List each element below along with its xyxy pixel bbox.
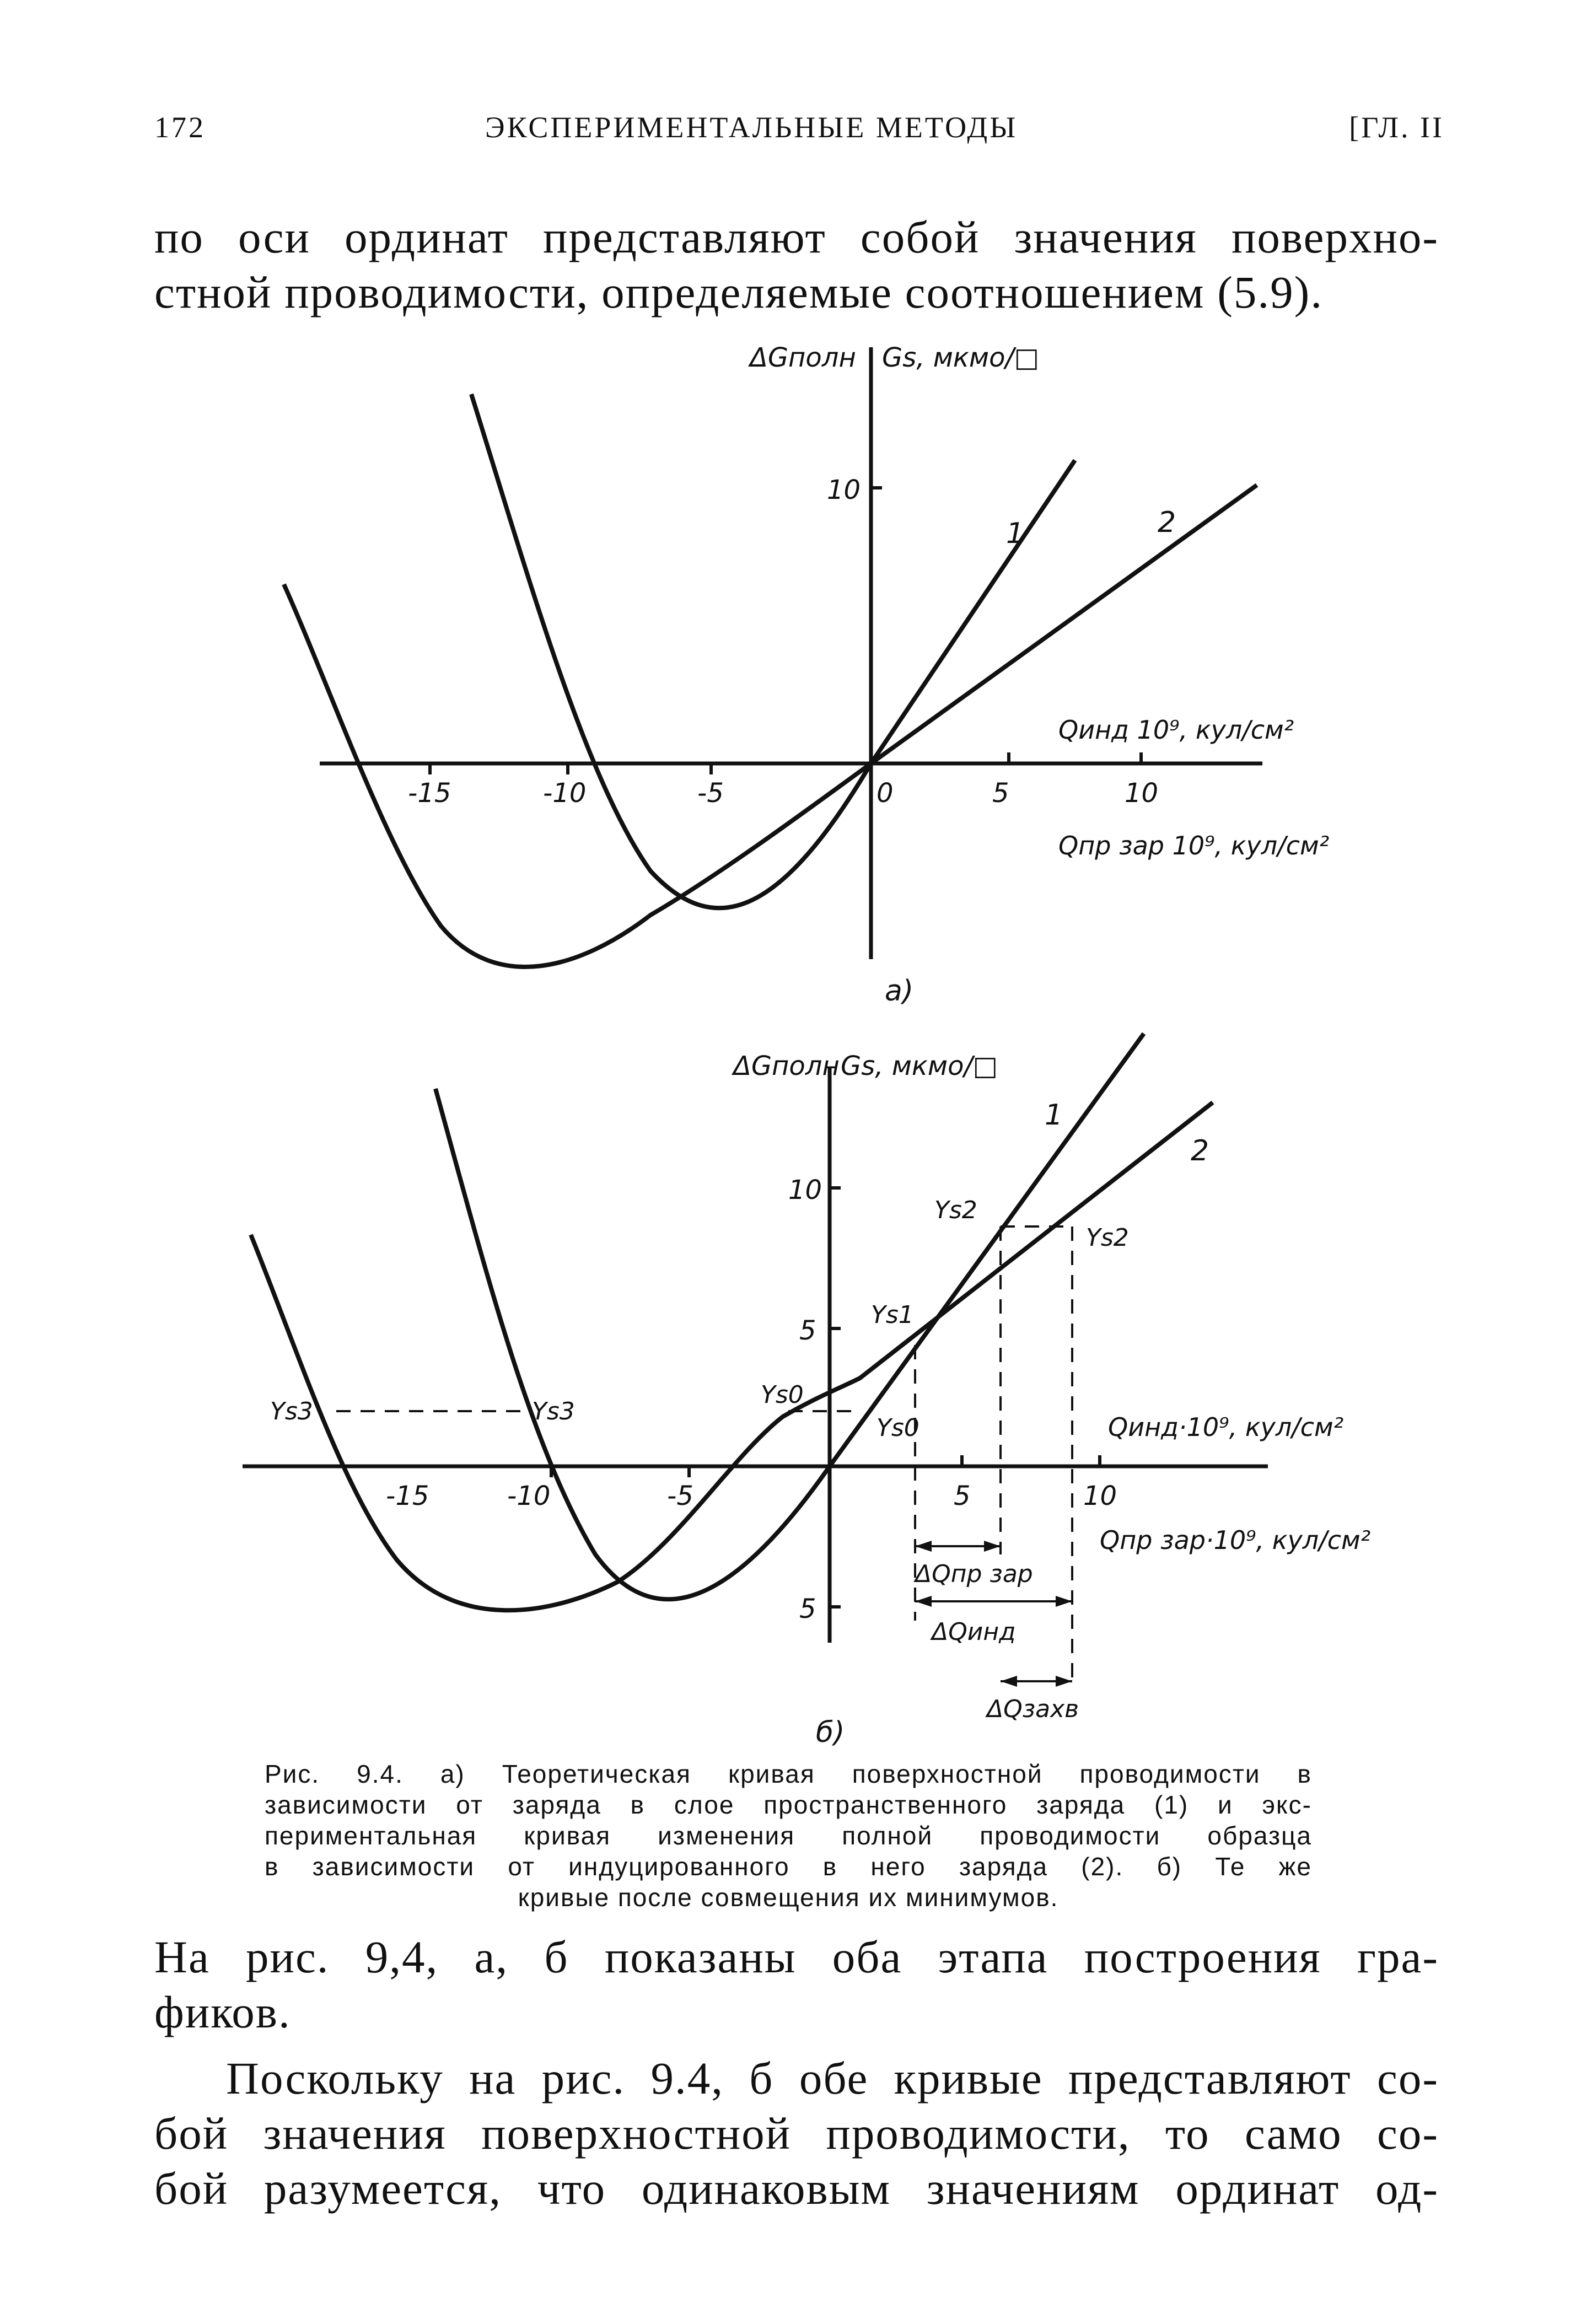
x-label-top-a: Qинд 10⁹, кул/см²: [1058, 715, 1294, 745]
text-line: по оси ординат представляют собой значения поверхно-: [154, 212, 1439, 262]
caption-line: зависимости от заряда в слое пространственного заряда (1) и экс-: [265, 1790, 1312, 1819]
y-label-left-a: ΔGполн: [750, 342, 856, 373]
curve-label-2-a: 2: [1158, 506, 1176, 539]
tick-label-x-a: 5: [992, 778, 1009, 809]
caption-line: кривые после совмещения их минимумов.: [518, 1883, 1059, 1912]
tick-label-x-b: -5: [667, 1481, 693, 1511]
paragraph-bottom-2: [154, 2051, 1439, 2216]
dq-pr-zar-label: ΔQпр зар: [915, 1560, 1033, 1588]
tick-label-x-b: 5: [954, 1481, 971, 1511]
dq-ind-label: ΔQинд: [932, 1618, 1016, 1646]
dq-zahv-label: ΔQзахв: [987, 1695, 1079, 1723]
curve-1-b: [435, 1034, 1144, 1599]
text-line: бой значения поверхностной проводимости, то само со-: [154, 2108, 1439, 2159]
text-line: стной проводимости, определяемые соотношением (5.9).: [154, 267, 1324, 318]
curve-label-1-b: 1: [1045, 1099, 1063, 1132]
ys0-label-left: Ys0: [761, 1381, 804, 1409]
panel-label-a: а): [885, 975, 914, 1008]
chapter-label: [ГЛ. II: [1349, 111, 1444, 144]
tick-label-x-a: 0: [876, 778, 894, 809]
caption-line: периментальная кривая изменения полной проводимости образца: [265, 1821, 1312, 1850]
tick-label-y-b: 5: [799, 1315, 816, 1346]
tick-label-x-a: -5: [697, 778, 724, 809]
y-label-right-a: Gs, мкмо/□: [882, 342, 1040, 373]
page-number: 172: [154, 111, 206, 144]
text-line: фиков.: [154, 1987, 291, 2037]
x-label-top-b: Qинд·10⁹, кул/см²: [1108, 1412, 1344, 1442]
panel-b: [243, 1034, 1268, 1687]
tick-label-x-a: 10: [1125, 778, 1159, 809]
figure-caption: [265, 1758, 1312, 1913]
text-line: На рис. 9,4, а, б показаны оба этапа построения гра-: [154, 1932, 1439, 1982]
text-line: Поскольку на рис. 9.4, б обе кривые представляют со-: [226, 2053, 1439, 2104]
tick-label-x-a: -10: [543, 778, 587, 809]
tick-label-x-b: 10: [1083, 1481, 1117, 1511]
tick-label-y-b: 5: [799, 1594, 816, 1624]
tick-label-x-a: -15: [408, 778, 451, 809]
ys3-label-left: Ys3: [270, 1397, 313, 1425]
ys1-label: Ys1: [871, 1301, 914, 1329]
curve-2-b: [251, 1102, 1213, 1610]
x-label-bottom-a: Qпр зар 10⁹, кул/см²: [1058, 831, 1330, 860]
caption-line: Рис. 9.4. а) Теоретическая кривая поверхностной проводимости в: [265, 1760, 1312, 1788]
ys2-label-left: Ys2: [934, 1196, 977, 1224]
panel-a: [284, 347, 1262, 967]
caption-line: в зависимости от индуцированного в него заряда (2). б) Те же: [265, 1852, 1312, 1881]
text-line: бой разумеется, что одинаковым значениям ординат од-: [154, 2163, 1439, 2214]
tick-label-x-b: -10: [507, 1481, 551, 1511]
ys2-label-right: Ys2: [1086, 1224, 1129, 1252]
paragraph-bottom-1: [154, 1929, 1439, 2040]
tick-label-x-b: -15: [386, 1481, 429, 1511]
tick-label-y-b: 10: [788, 1175, 822, 1206]
curve-label-1-a: 1: [1006, 517, 1025, 550]
curve-label-2-b: 2: [1191, 1134, 1209, 1168]
x-label-bottom-b: Qпр зар·10⁹, кул/см²: [1100, 1525, 1371, 1555]
y-label-left-b: ΔGполн: [733, 1051, 840, 1082]
ys0-label-right: Ys0: [876, 1414, 919, 1442]
ys3-label-right: Ys3: [532, 1397, 575, 1425]
panel-label-b: б): [816, 1716, 845, 1749]
curve-1-a: [471, 394, 1075, 908]
running-title: ЭКСПЕРИМЕНТАЛЬНЫЕ МЕТОДЫ: [485, 111, 1018, 144]
y-label-right-b: Gs, мкмо/□: [841, 1051, 998, 1082]
tick-label-y-a: 10: [827, 475, 861, 505]
